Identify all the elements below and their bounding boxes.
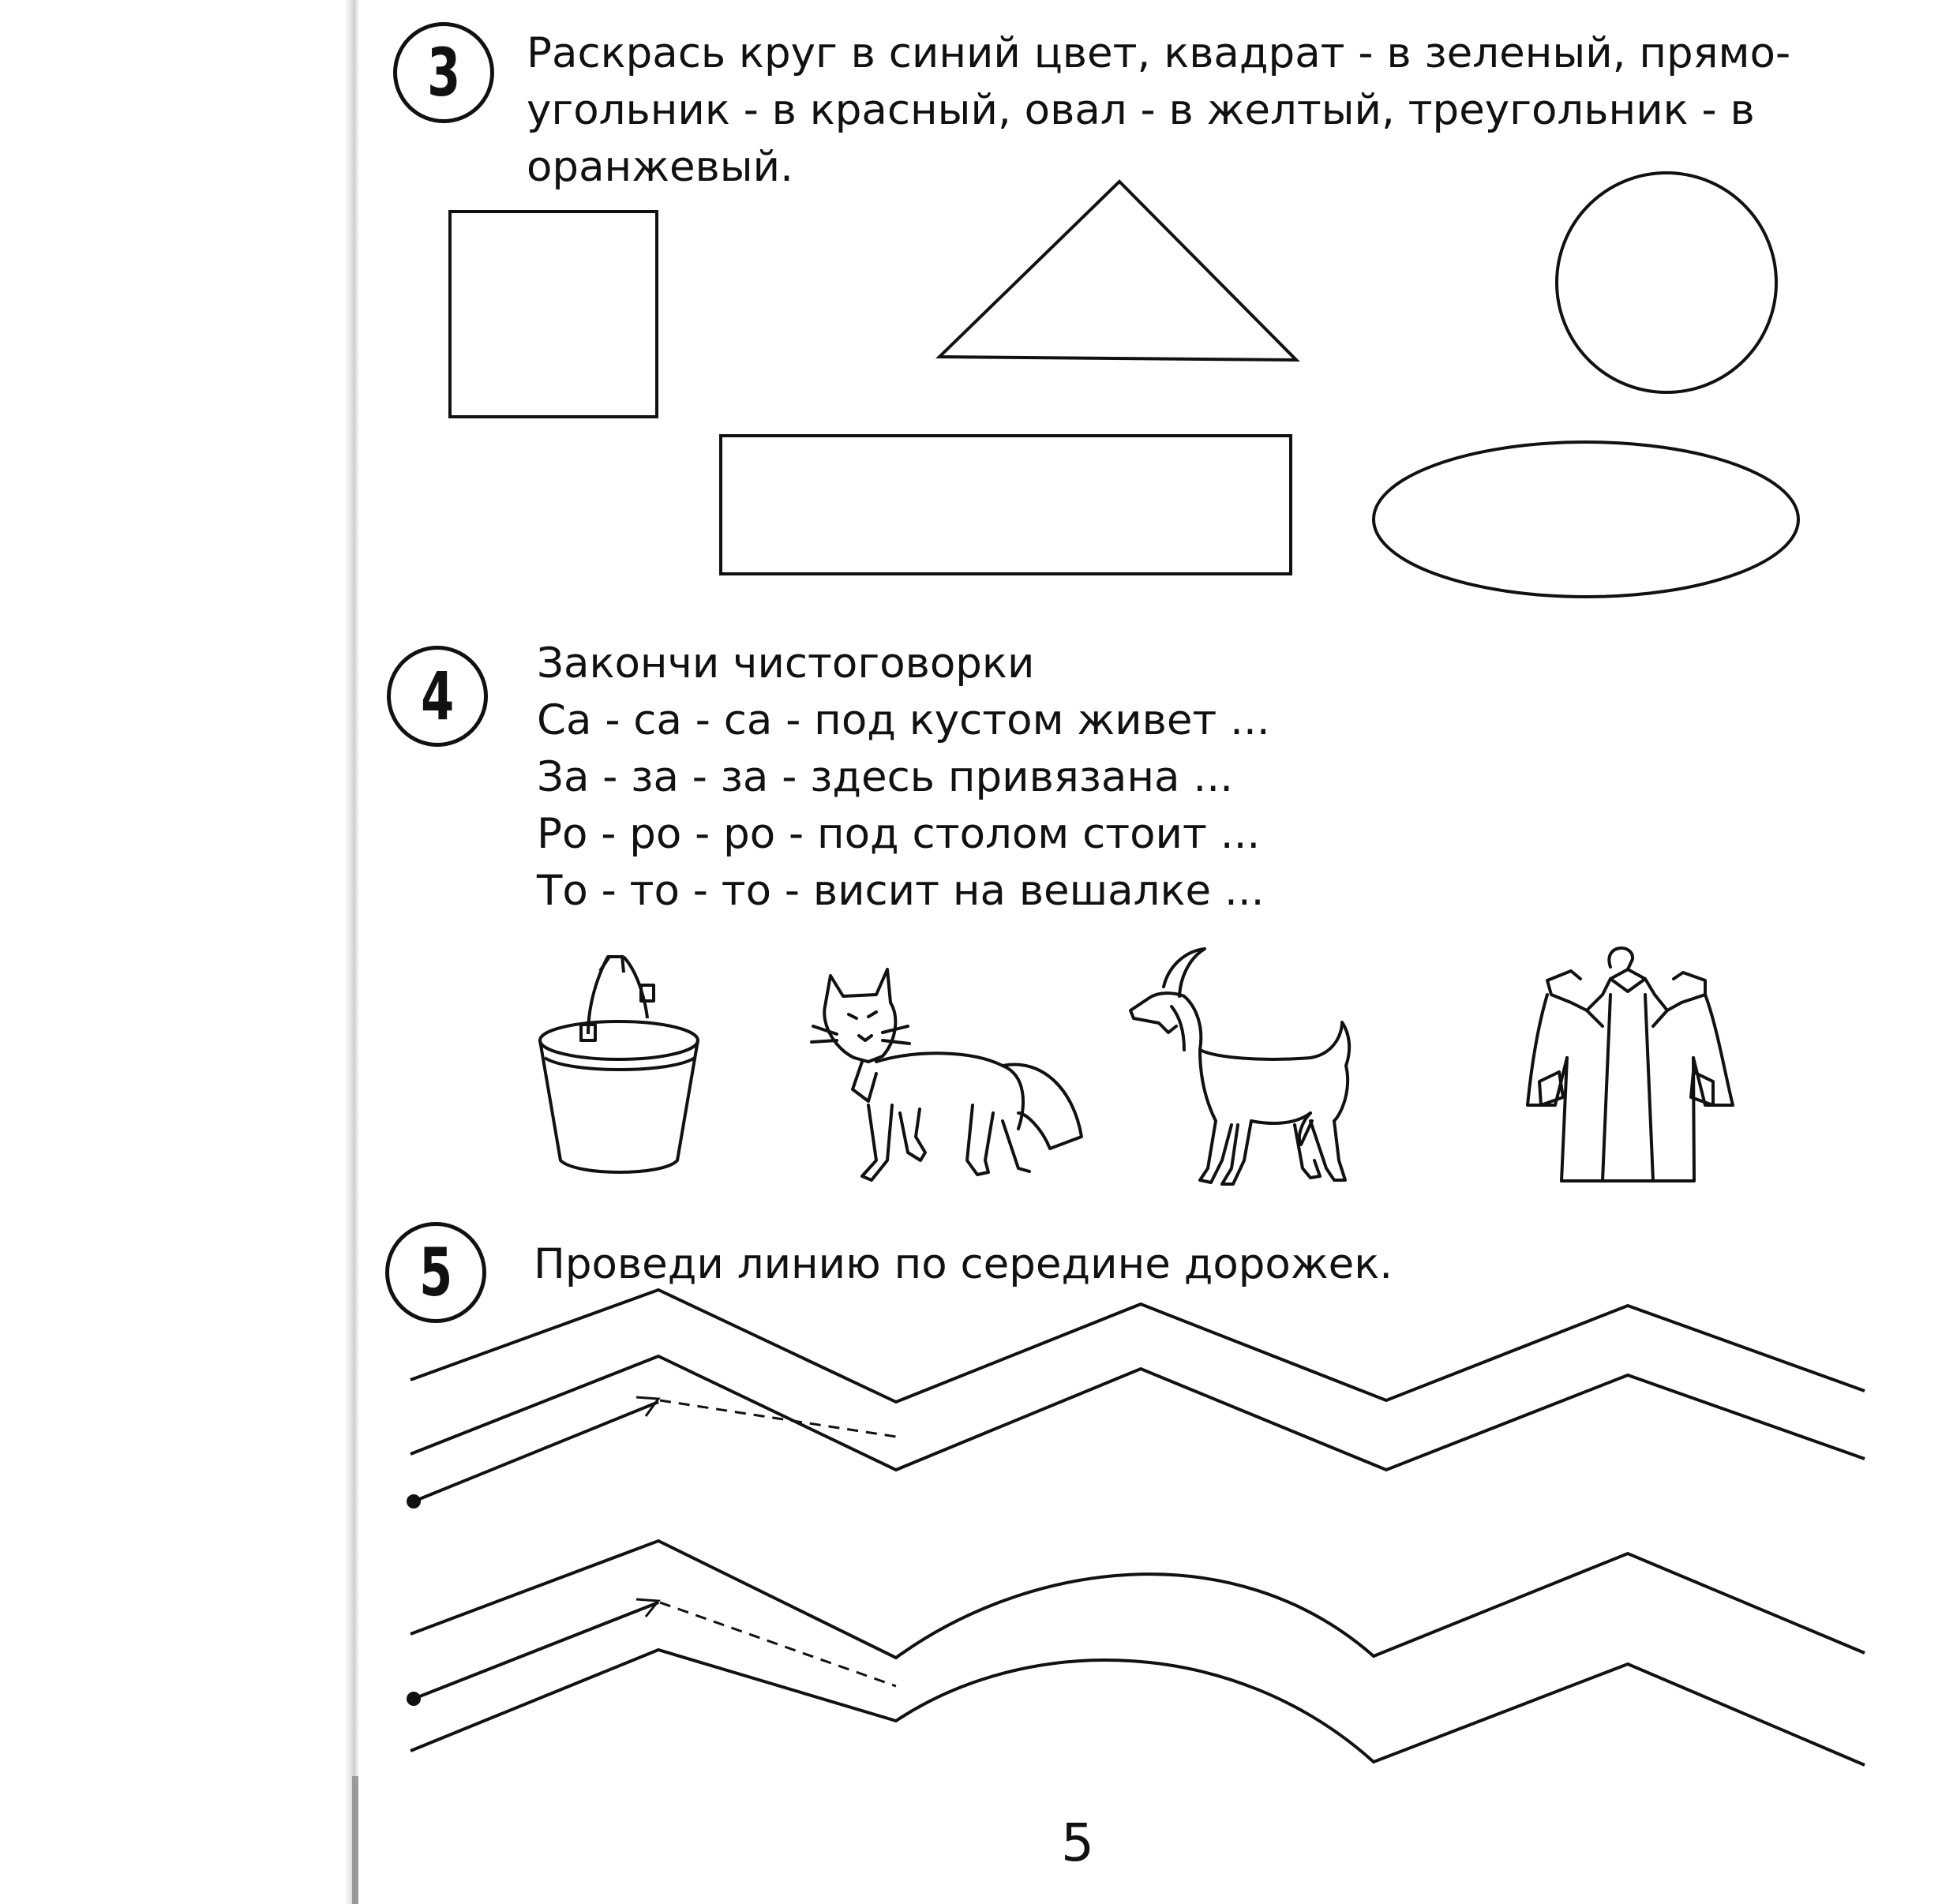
task-4-line-1: Са - са - са - под кустом живет ... (537, 696, 1270, 744)
task-4-title: Закончи чистоговорки (537, 639, 1035, 688)
task-3-line-3: оранжевый. (527, 143, 793, 191)
page-number: 5 (1061, 1812, 1094, 1873)
track-1-guide-arrow (414, 1402, 658, 1501)
rectangle-shape[interactable] (721, 436, 1291, 574)
track-2-start-dot (408, 1693, 419, 1704)
task-4-line-4: То - то - то - висит на вешалке ... (537, 867, 1265, 915)
track-1-top-border (411, 1290, 1865, 1402)
track-1[interactable] (408, 1290, 1865, 1507)
bucket-icon[interactable] (540, 955, 698, 1172)
task-4-number: 4 (387, 646, 488, 747)
track-1-start-dot (408, 1496, 419, 1507)
oval-shape[interactable] (1374, 442, 1798, 597)
triangle-shape[interactable] (939, 182, 1296, 360)
track-2-guide-arrow (414, 1602, 658, 1699)
task-3-line-1: Раскрась круг в синий цвет, квадрат - в зеленый, прямо- (527, 29, 1791, 77)
task-4-text (537, 635, 1270, 920)
task-5-number: 5 (385, 1222, 486, 1323)
track-2-bottom-border (411, 1650, 1865, 1765)
task-3-line-2: угольник - в красный, овал - в желтый, треугольник - в (527, 86, 1755, 134)
task-4-line-3: Ро - ро - ро - под столом стоит ... (537, 810, 1261, 858)
track-1-dashed-guide (660, 1400, 896, 1437)
track-2-dashed-guide (660, 1602, 896, 1686)
goat-icon[interactable] (1130, 949, 1349, 1184)
task-3-number: 3 (393, 22, 494, 123)
coat-icon[interactable] (1528, 948, 1733, 1181)
task-5-text: Проведи линию по середине дорожек. (534, 1240, 1393, 1288)
track-2-top-border (411, 1541, 1865, 1658)
fox-icon[interactable] (812, 969, 1082, 1180)
track-2[interactable] (408, 1541, 1865, 1765)
circle-shape[interactable] (1557, 173, 1776, 392)
task-4-line-2: За - за - за - здесь привязана ... (537, 753, 1233, 801)
square-shape[interactable] (450, 212, 657, 417)
